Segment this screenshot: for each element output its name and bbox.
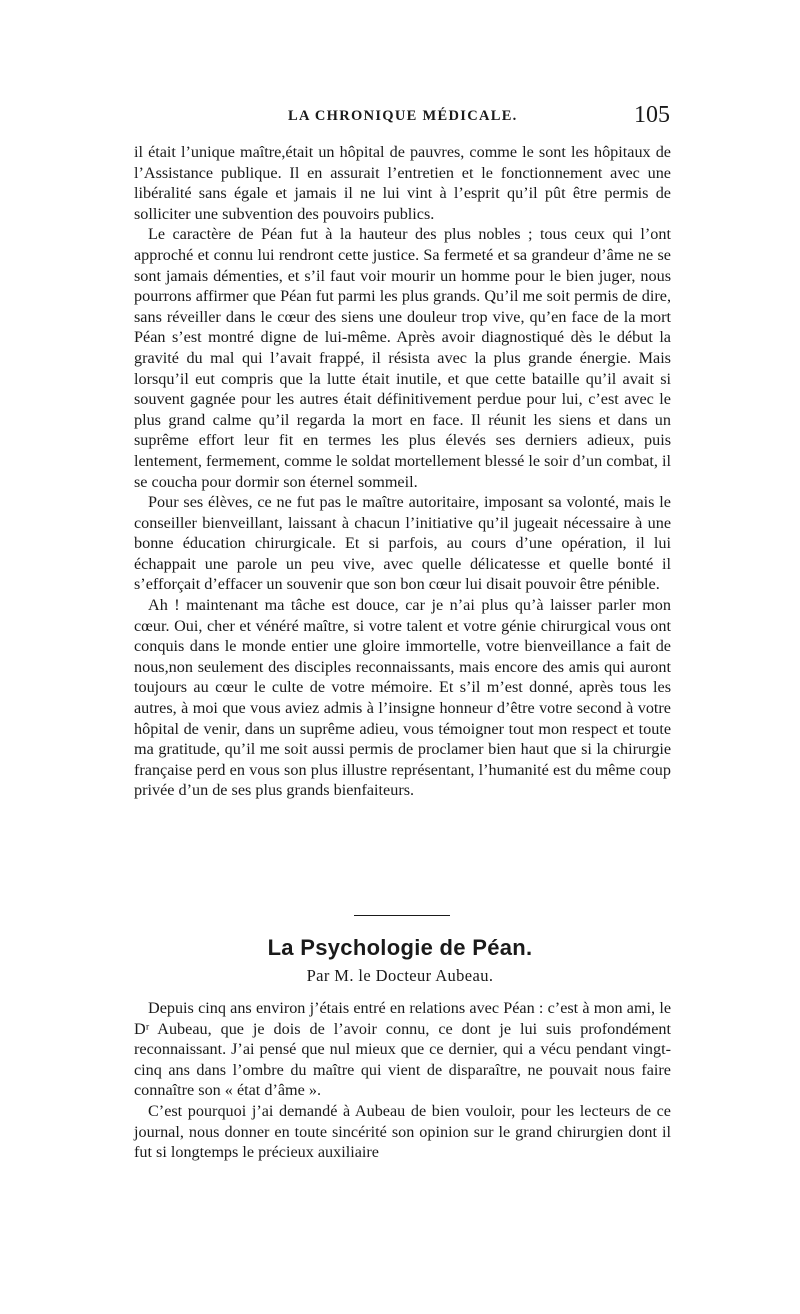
article-title: La Psychologie de Péan. xyxy=(267,935,533,960)
previous-article-continuation xyxy=(134,142,671,801)
paragraph: C’est pourquoi j’ai demandé à Aubeau de bien vouloir, pour les lecteurs de ce journal, nous donner en toute sincérité son opinion sur le grand chirurgien dont il fut si longtemps le précieux auxiliaire xyxy=(134,1101,671,1162)
article-byline: Par M. le Docteur Aubeau. xyxy=(306,966,494,985)
paragraph: il était l’unique maître,était un hôpital de pauvres, comme le sont les hôpitaux de l’Assistance publique. Il en assurait l’entretien et le fonctionnement avec une libéralité sans égale et jamais il ne lui vint à l’esprit qu’il pût être permis de solliciter une subvention des pouvoirs publics. xyxy=(134,143,671,223)
paragraph: Ah ! maintenant ma tâche est douce, car je n’ai plus qu’à laisser parler mon cœur. Oui, cher et vénéré maître, si votre talent et votre génie chirurgical vous ont conquis dans le monde entier une gloire immortelle, votre bienveillance a fait de nous,non seulement des disciples reconnaissants, mais encore des amis qui auront toujours au cœur le culte de votre mémoire. Et s’il m’est donné, après tous les autres, à moi que vous aviez admis à l’insigne honneur d’être votre second à votre hôpital de venir, dans un suprême adieu, vous témoigner tout mon respect et toute ma gratitude, qu’il me soit aussi permis de proclamer bien haut que si la chirurgie française perd en vous son plus illustre représentant, l’humanité est du même coup privée d’un de ses plus grands bienfaiteurs. xyxy=(134,596,671,800)
paragraph: Pour ses élèves, ce ne fut pas le maître autoritaire, imposant sa volonté, mais le conseiller bienveillant, laissant à chacun l’initiative qu’il jugeait nécessaire à une bonne éducation chirurgicale. Et si parfois, au cours d’une opération, il lui échappait une parole un peu vive, avec quelle délicatesse et quelle bonté il s’efforçait d’effacer un souvenir que son bon cœur lui disait pouvoir être pénible. xyxy=(134,493,671,594)
paragraph: Le caractère de Péan fut à la hauteur des plus nobles ; tous ceux qui l’ont approché et connu lui rendront cette justice. Sa fermeté et sa grandeur d’âme ne se sont jamais démenties, et s’il faut voir mourir un homme pour le bien juger, nous pourrons affirmer que Péan fut parmi les plus grands. Qu’il me soit permis de dire, sans réveiller dans le cœur des siens une douleur trop vive, qu’en face de la mort Péan s’est montré digne de lui-même. Après avoir diagnostiqué dès le début la gravité du mal qui l’avait frappé, il résista avec la plus grande énergie. Mais lorsqu’il eut compris que la lutte était inutile, et que cette bataille qu’il avait si souvent gagnée pour les autres était définitivement perdue pour lui, c’est avec le plus grand calme qu’il regarda la mort en face. Il réunit les siens et dans un suprême effort leur fit en termes les plus élevés ses derniers adieux, puis lentement, fermement, comme le soldat mortellement blessé le soir d’un combat, il se coucha pour dormir son éternel sommeil. xyxy=(134,225,671,491)
section-divider xyxy=(354,915,450,916)
paragraph: Depuis cinq ans environ j’étais entré en relations avec Péan : c’est à mon ami, le Dʳ Aubeau, que je dois de l’avoir connu, ce dont je lui suis profondément reconnaissant. J’ai pensé que nul mieux que ce dernier, qui a vécu pendant vingt-cinq ans dans l’ombre du maître qui vient de disparaître, ne pouvait nous faire connaître son « état d’âme ». xyxy=(134,999,671,1100)
article-body xyxy=(134,998,671,1163)
journal-title: LA CHRONIQUE MÉDICALE. xyxy=(288,108,518,124)
running-header xyxy=(134,102,670,130)
page-number: 105 xyxy=(634,102,670,128)
